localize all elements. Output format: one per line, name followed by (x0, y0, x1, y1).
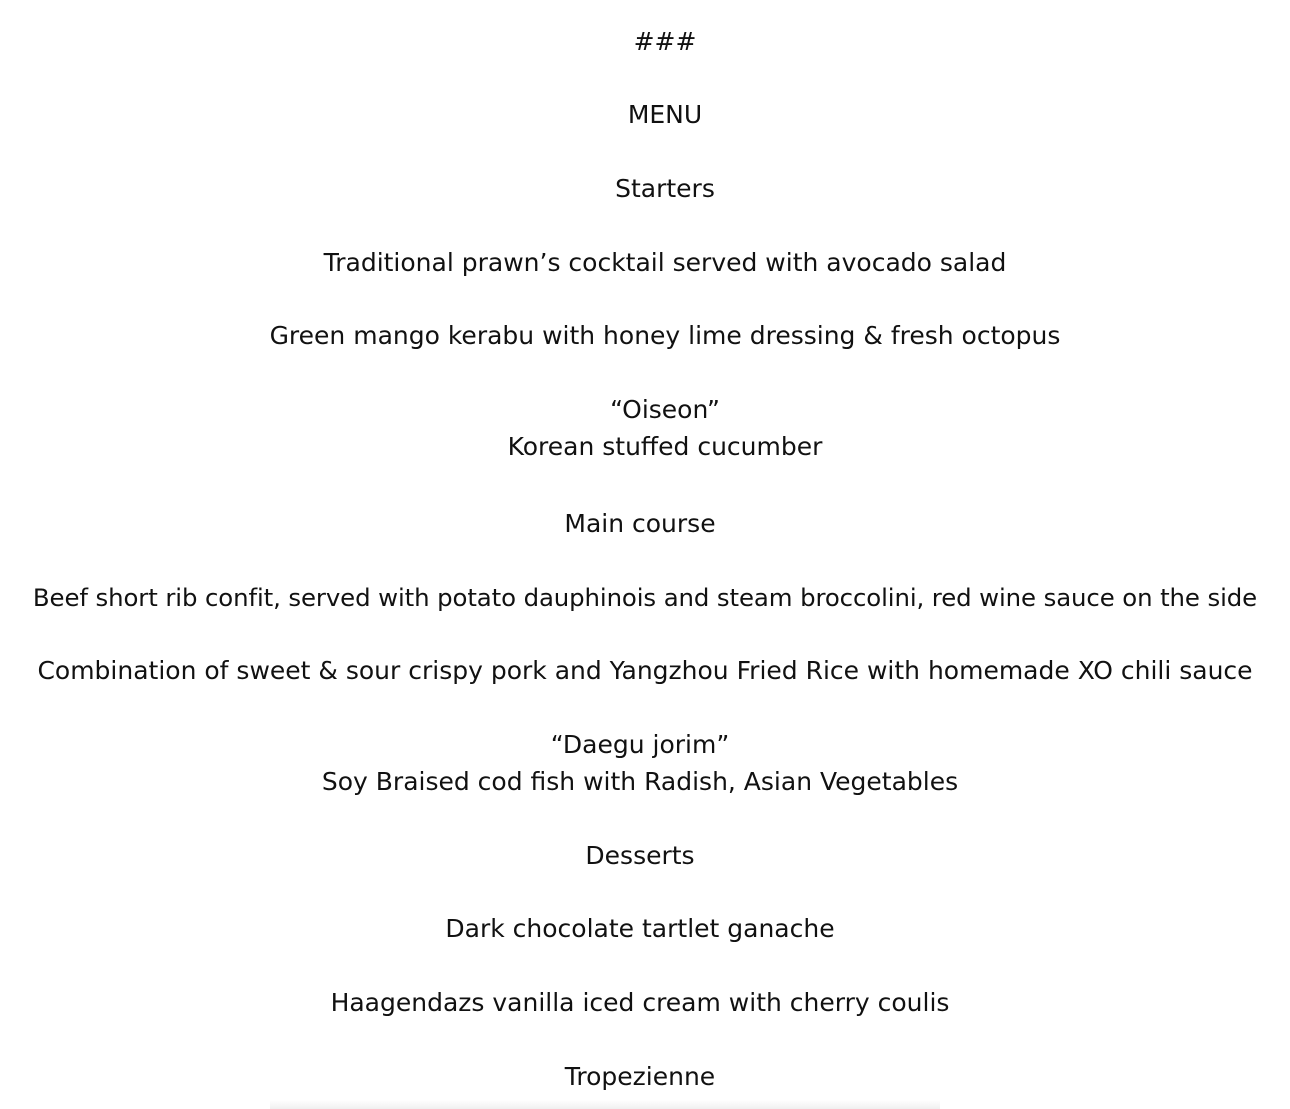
menu-title: MENU (627, 100, 703, 129)
menu-item: Green mango kerabu with honey lime dressing & fresh octopus (269, 321, 1061, 350)
section-heading-starters: Starters (615, 174, 715, 203)
separator-text: ### (633, 27, 697, 56)
menu-item: Beef short rib confit, served with potato dauphinois and steam broccolini, red wine sauce on the side (32, 583, 1258, 612)
menu-item: Tropezienne (564, 1062, 716, 1091)
bottom-edge-shadow (270, 1100, 940, 1109)
menu-item: Combination of sweet & sour crispy pork and Yangzhou Fried Rice with homemade XO chili sauce (37, 656, 1253, 685)
menu-item-description: Soy Braised cod fish with Radish, Asian Vegetables (321, 767, 959, 796)
menu-item: Traditional prawn’s cocktail served with avocado salad (323, 248, 1007, 277)
section-heading-desserts: Desserts (585, 841, 695, 870)
menu-item-name: “Oiseon” (610, 395, 720, 424)
section-heading-main-course: Main course (564, 509, 716, 538)
menu-item-name: “Daegu jorim” (550, 730, 730, 759)
menu-item: Haagendazs vanilla iced cream with cherry coulis (330, 988, 950, 1017)
menu-item-description: Korean stuffed cucumber (507, 432, 823, 461)
menu-item: Dark chocolate tartlet ganache (445, 914, 835, 943)
